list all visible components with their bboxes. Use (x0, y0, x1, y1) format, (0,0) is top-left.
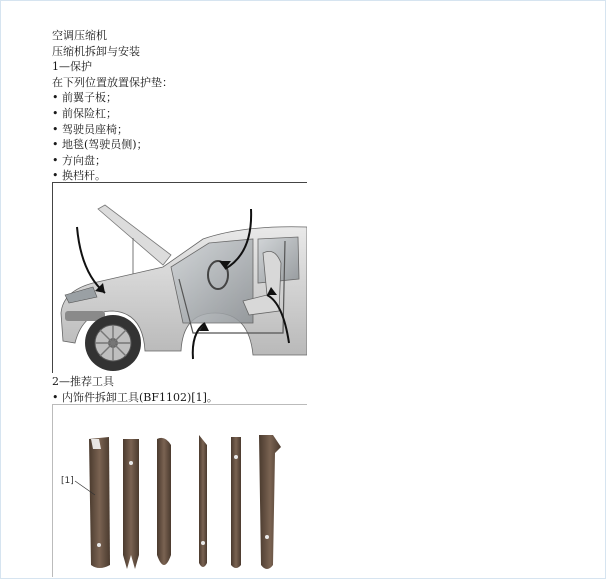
list-item: • 前保险杠； (52, 106, 312, 122)
list-item: • 内饰件拆卸工具(BF1102)[1]。 (52, 390, 312, 406)
list-item: • 驾驶员座椅； (52, 122, 312, 138)
car-protection-figure (52, 182, 307, 373)
callout-label: [1] (61, 476, 74, 486)
section-2 (52, 374, 312, 405)
list-item: • 前翼子板； (52, 90, 312, 106)
section-2-title: 2—推荐工具 (52, 375, 114, 388)
trim-tools-illustration (53, 405, 307, 577)
protection-list (52, 90, 312, 184)
list-item: • 方向盘； (52, 153, 312, 169)
list-item: • 换档杆。 (52, 168, 312, 184)
tools-figure (52, 404, 307, 577)
document-body (52, 28, 312, 184)
tools-list (52, 390, 312, 406)
heading-title: 空调压缩机 (52, 29, 107, 42)
section-1-intro: 在下列位置放置保护垫： (52, 75, 173, 89)
section-1-title: 1—保护 (52, 60, 92, 74)
heading-subtitle: 压缩机拆卸与安装 (52, 44, 140, 58)
list-item: • 地毯(驾驶员侧)； (52, 137, 312, 153)
car-illustration (53, 183, 307, 373)
